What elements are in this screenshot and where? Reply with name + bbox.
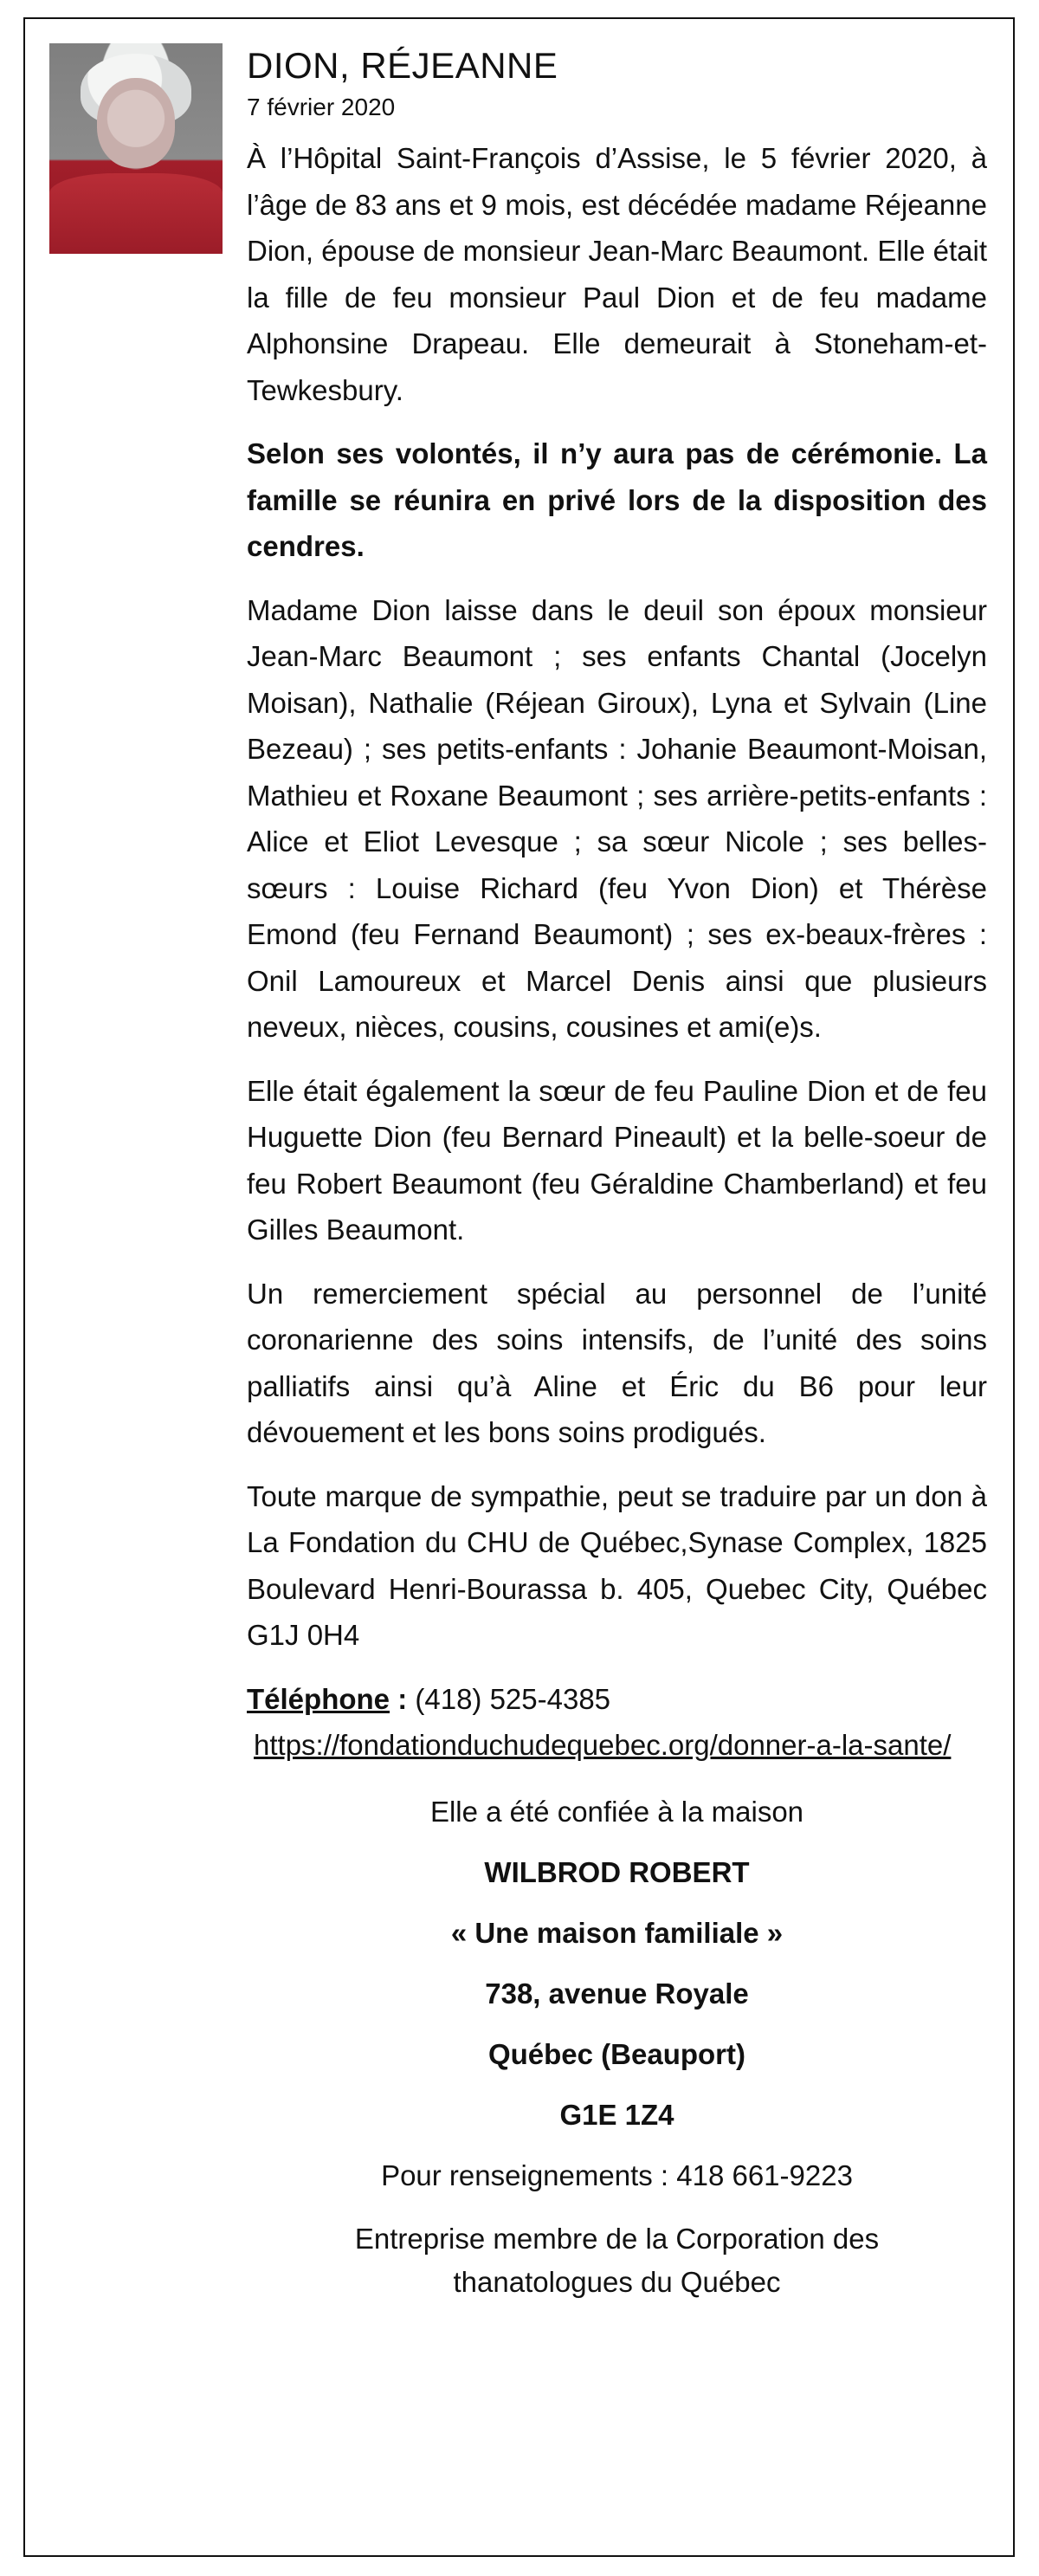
funeral-home-city: Québec (Beauport) xyxy=(487,2037,746,2070)
donation-link[interactable]: https://fondationduchudequebec.org/donner-a-la-sante/ xyxy=(254,1729,952,1761)
thanks-paragraph: Un remerciement spécial au personnel de l’unité coronarienne des soins intensifs, de l’unité des soins palliatifs ainsi qu’à Aline et Éric du B6 pour leur dévouement et les bons soins prodigués. xyxy=(247,1277,987,1448)
death-announcement: À l’Hôpital Saint-François d’Assise, le 5 février 2020, à l’âge de 83 ans et 9 mois, est décédée madame Réjeanne Dion, épouse de monsieur Jean-Marc Beaumont. Elle était la fille de feu monsieur Paul Dion et de feu madame Alphonsine Drapeau. Elle demeurait à Stoneham-et-Tewkesbury. xyxy=(247,142,987,406)
donation-contact xyxy=(247,1676,987,1769)
funeral-home-slogan: « Une maison familiale » xyxy=(450,1916,784,1949)
funeral-home-info: Pour renseignements : 418 661-9223 xyxy=(381,2159,853,2191)
survivors-paragraph: Madame Dion laisse dans le deuil son époux monsieur Jean-Marc Beaumont ; ses enfants Chantal (Jocelyn Moisan), Nathalie (Réjean Giroux), Lyna et Sylvain (Line Bezeau) ; ses petits-enfants : Johanie Beaumont-Moisan, Mathieu et Roxane Beaumont ; ses arrière-petits-enfants : Alice et Eliot Levesque ; sa sœur Nicole ; ses belles-sœurs : Louise Richard (feu Yvon Dion) et Thérèse Emond (feu Fernand Beaumont) ; ses ex-beaux-frères : Onil Lamoureux et Marcel Denis ainsi que plusieurs neveux, nièces, cousins, cousines et ami(e)s. xyxy=(247,593,987,1043)
funeral-home-street: 738, avenue Royale xyxy=(485,1977,749,2010)
funeral-home-intro: Elle a été confiée à la maison xyxy=(429,1795,804,1828)
phone-colon: : xyxy=(390,1682,408,1715)
ceremony-notice: Selon ses volontés, il n’y aura pas de cérémonie. La famille se réunira en privé lors de la disposition des cendres. xyxy=(247,437,987,562)
phone-label: Téléphone xyxy=(247,1682,390,1715)
predeceased-paragraph: Elle était également la sœur de feu Pauline Dion et de feu Huguette Dion (feu Bernard Pineault) et la belle-soeur de feu Robert Beaumont (feu Géraldine Chamberland) et feu Gilles Beaumont. xyxy=(247,1074,987,1246)
deceased-photo xyxy=(49,43,223,254)
funeral-home-name: WILBROD ROBERT xyxy=(484,1855,750,1888)
donation-paragraph: Toute marque de sympathie, peut se traduire par un don à La Fondation du CHU de Québec,Synase Complex, 1825 Boulevard Henri-Bourassa b. 405, Quebec City, Québec G1J 0H4 xyxy=(247,1479,987,1651)
obituary-content xyxy=(247,43,987,2304)
publication-date: 7 février 2020 xyxy=(247,94,396,120)
photo-shirt xyxy=(49,173,223,254)
phone-number: (418) 525-4385 xyxy=(407,1682,611,1715)
deceased-name: DION, RÉJEANNE xyxy=(247,45,558,86)
photo-face xyxy=(97,78,175,168)
funeral-home-postal: G1E 1Z4 xyxy=(559,2098,674,2131)
funeral-home-membership: Entreprise membre de la Corporation des thanatologues du Québec xyxy=(354,2222,880,2298)
